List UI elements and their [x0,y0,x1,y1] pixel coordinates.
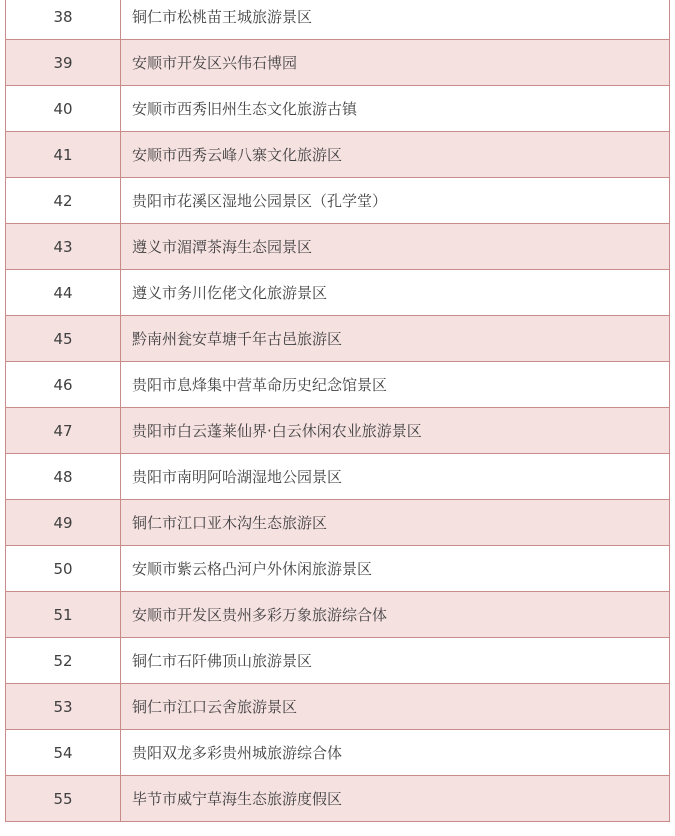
row-number: 51 [6,592,121,637]
scenic-area-name: 黔南州瓮安草塘千年古邑旅游区 [132,330,343,348]
scenic-area-name: 安顺市紫云格凸河户外休闲旅游景区 [132,560,373,578]
row-number: 55 [6,776,121,821]
scenic-area-name: 贵阳市白云蓬莱仙界·白云休闲农业旅游景区 [132,422,422,440]
scenic-area-name: 安顺市西秀云峰八寨文化旅游区 [132,146,343,164]
table-row [6,454,669,500]
row-number: 49 [6,500,121,545]
table-row [6,592,669,638]
row-number: 41 [6,132,121,177]
scenic-area-name: 贵阳市花溪区湿地公园景区（孔学堂） [132,192,388,210]
table-row [6,224,669,270]
table-row [6,546,669,592]
table-row [6,730,669,776]
row-number: 42 [6,178,121,223]
scenic-area-name: 铜仁市江口亚木沟生态旅游区 [132,514,328,532]
table-row [6,86,669,132]
row-number: 54 [6,730,121,775]
row-number: 43 [6,224,121,269]
scenic-area-name: 贵阳双龙多彩贵州城旅游综合体 [132,744,343,762]
row-number: 50 [6,546,121,591]
scenic-area-name: 铜仁市江口云舍旅游景区 [132,698,298,716]
scenic-area-name: 安顺市开发区贵州多彩万象旅游综合体 [132,606,388,624]
row-number: 48 [6,454,121,499]
table-row [6,132,669,178]
row-number: 39 [6,40,121,85]
scenic-area-name: 安顺市开发区兴伟石博园 [132,54,298,72]
table-row [6,40,669,86]
scenic-area-name: 铜仁市石阡佛顶山旅游景区 [132,652,313,670]
scenic-area-name: 贵阳市南明阿哈湖湿地公园景区 [132,468,343,486]
scenic-area-name: 安顺市西秀旧州生态文化旅游古镇 [132,100,358,118]
table-row [6,316,669,362]
table-row [6,270,669,316]
scenic-area-name: 毕节市威宁草海生态旅游度假区 [132,790,343,808]
scenic-area-name: 遵义市湄潭茶海生态园景区 [132,238,313,256]
scenic-area-name: 贵阳市息烽集中营革命历史纪念馆景区 [132,376,388,394]
row-number: 45 [6,316,121,361]
scenic-area-table [5,0,670,822]
table-row [6,638,669,684]
row-number: 52 [6,638,121,683]
table-row [6,178,669,224]
row-number: 38 [6,0,121,39]
table-row [6,684,669,730]
table-row [6,362,669,408]
row-number: 47 [6,408,121,453]
table-row [6,776,669,822]
table-row [6,0,669,40]
row-number: 40 [6,86,121,131]
row-number: 44 [6,270,121,315]
table-row [6,408,669,454]
scenic-area-name: 遵义市务川仡佬文化旅游景区 [132,284,328,302]
row-number: 46 [6,362,121,407]
table-row [6,500,669,546]
row-number: 53 [6,684,121,729]
scenic-area-name: 铜仁市松桃苗王城旅游景区 [132,8,313,26]
